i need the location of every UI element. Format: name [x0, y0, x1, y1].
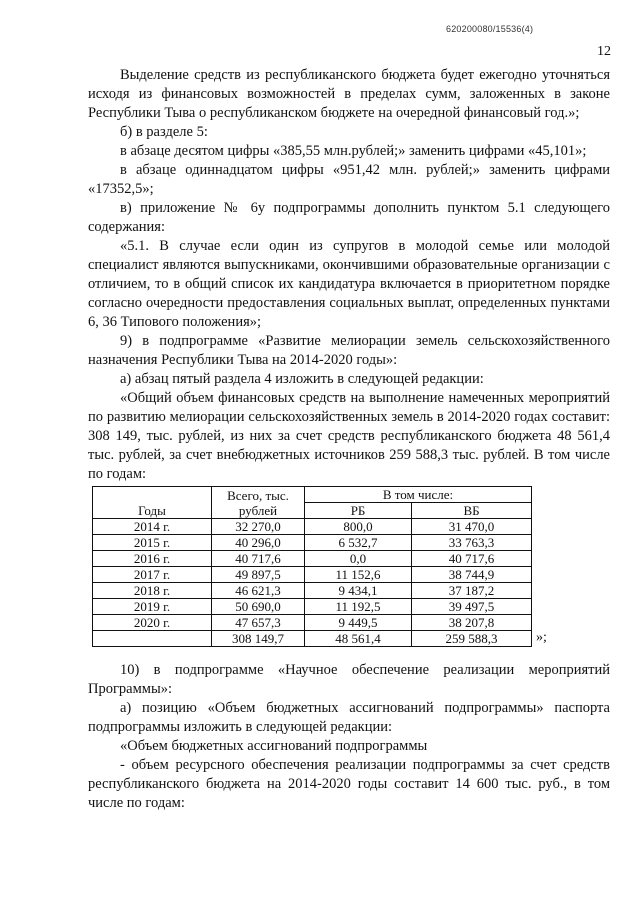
paragraph: «5.1. В случае если один из супругов в молодой семье или молодой специалист являются выпускниками, окончившими образовательные организации с отличием, то в общий список их кандидатура включается в приоритетном порядке согласно очередности предоставления социальных выплат, определенных пунктами 6, 36 Типового положения»;: [88, 238, 610, 330]
cell-year: [93, 631, 212, 647]
cell-vb: 33 763,3: [412, 535, 532, 551]
cell-rb: 6 532,7: [305, 535, 412, 551]
cell-vb: 40 717,6: [412, 551, 532, 567]
document-body: [88, 66, 610, 813]
cell-vb: 38 744,9: [412, 567, 532, 583]
cell-vb: 31 470,0: [412, 519, 532, 535]
cell-vb: 37 187,2: [412, 583, 532, 599]
cell-total: 32 270,0: [212, 519, 305, 535]
cell-total: 47 657,3: [212, 615, 305, 631]
cell-total: 40 296,0: [212, 535, 305, 551]
table-row: [93, 519, 532, 535]
funding-table-wrapper: [92, 486, 547, 647]
cell-total: 308 149,7: [212, 631, 305, 647]
paragraph: - объем ресурсного обеспечения реализации подпрограммы за счет средств республиканского бюджета на 2014-2020 годы составит 14 600 тыс. руб., в том числе по годам:: [88, 757, 610, 811]
cell-year: 2019 г.: [93, 599, 212, 615]
cell-year: 2015 г.: [93, 535, 212, 551]
cell-year: 2020 г.: [93, 615, 212, 631]
paragraph: 10) в подпрограмме «Научное обеспечение реализации мероприятий Программы»:: [88, 662, 610, 697]
cell-rb: 11 192,5: [305, 599, 412, 615]
paragraph: «Общий объем финансовых средств на выполнение намеченных мероприятий по развитию мелиорации сельскохозяйственных земель в 2014-2020 годах составит: 308 149, тыс. рублей, из них за счет средств республиканского бюджета 48 561,4 тыс. рублей, за счет внебюджетных источников 259 588,3 тыс. рублей. В том числе по годам:: [88, 390, 610, 482]
cell-year: 2017 г.: [93, 567, 212, 583]
table-row: [93, 551, 532, 567]
cell-total: 49 897,5: [212, 567, 305, 583]
table-row: [93, 535, 532, 551]
funding-table: [92, 486, 532, 647]
paragraph: в абзаце одиннадцатом цифры «951,42 млн. рублей;» заменить цифрами «17352,5»;: [88, 162, 610, 197]
cell-total: 46 621,3: [212, 583, 305, 599]
cell-rb: 0,0: [305, 551, 412, 567]
cell-year: 2016 г.: [93, 551, 212, 567]
paragraph: а) абзац пятый раздела 4 изложить в следующей редакции:: [120, 371, 484, 387]
table-row: [93, 615, 532, 631]
header-vb: ВБ: [412, 503, 532, 519]
paragraph: 9) в подпрограмме «Развитие мелиорации земель сельскохозяйственного назначения Республики Тыва на 2014-2020 годы»:: [88, 333, 610, 368]
paragraph: «Объем бюджетных ассигнований подпрограммы: [120, 738, 428, 754]
paragraph: в абзаце десятом цифры «385,55 млн.рублей;» заменить цифрами «45,101»;: [120, 143, 587, 159]
cell-vb: 38 207,8: [412, 615, 532, 631]
cell-rb: 9 434,1: [305, 583, 412, 599]
table-row: [93, 583, 532, 599]
paragraph: б) в разделе 5:: [120, 124, 208, 140]
cell-rb: 11 152,6: [305, 567, 412, 583]
paragraph: в) приложение № 6у подпрограммы дополнить пунктом 5.1 следующего содержания:: [88, 200, 610, 235]
cell-total: 40 717,6: [212, 551, 305, 567]
table-closing-quote: »;: [536, 630, 547, 645]
cell-year: 2018 г.: [93, 583, 212, 599]
header-total: Всего, тыс. рублей: [212, 487, 305, 519]
cell-total: 50 690,0: [212, 599, 305, 615]
page-number: 12: [597, 44, 611, 59]
cell-year: 2014 г.: [93, 519, 212, 535]
cell-rb: 9 449,5: [305, 615, 412, 631]
cell-vb: 259 588,3: [412, 631, 532, 647]
paragraph: Выделение средств из республиканского бюджета будет ежегодно уточняться исходя из финансовых возможностей в пределах сумм, заложенных в законе Республики Тыва о республиканском бюджете на очередной финансовый год.»;: [88, 67, 610, 121]
document-stamp: 620200080/15536(4): [446, 24, 534, 34]
header-rb: РБ: [305, 503, 412, 519]
header-years: Годы: [93, 487, 212, 519]
cell-rb: 48 561,4: [305, 631, 412, 647]
cell-vb: 39 497,5: [412, 599, 532, 615]
table-row: [93, 567, 532, 583]
header-including: В том числе:: [305, 487, 532, 503]
table-row: [93, 599, 532, 615]
paragraph: а) позицию «Объем бюджетных ассигнований подпрограммы» паспорта подпрограммы изложить в следующей редакции:: [88, 700, 610, 735]
table-totals-row: [93, 631, 532, 647]
cell-rb: 800,0: [305, 519, 412, 535]
